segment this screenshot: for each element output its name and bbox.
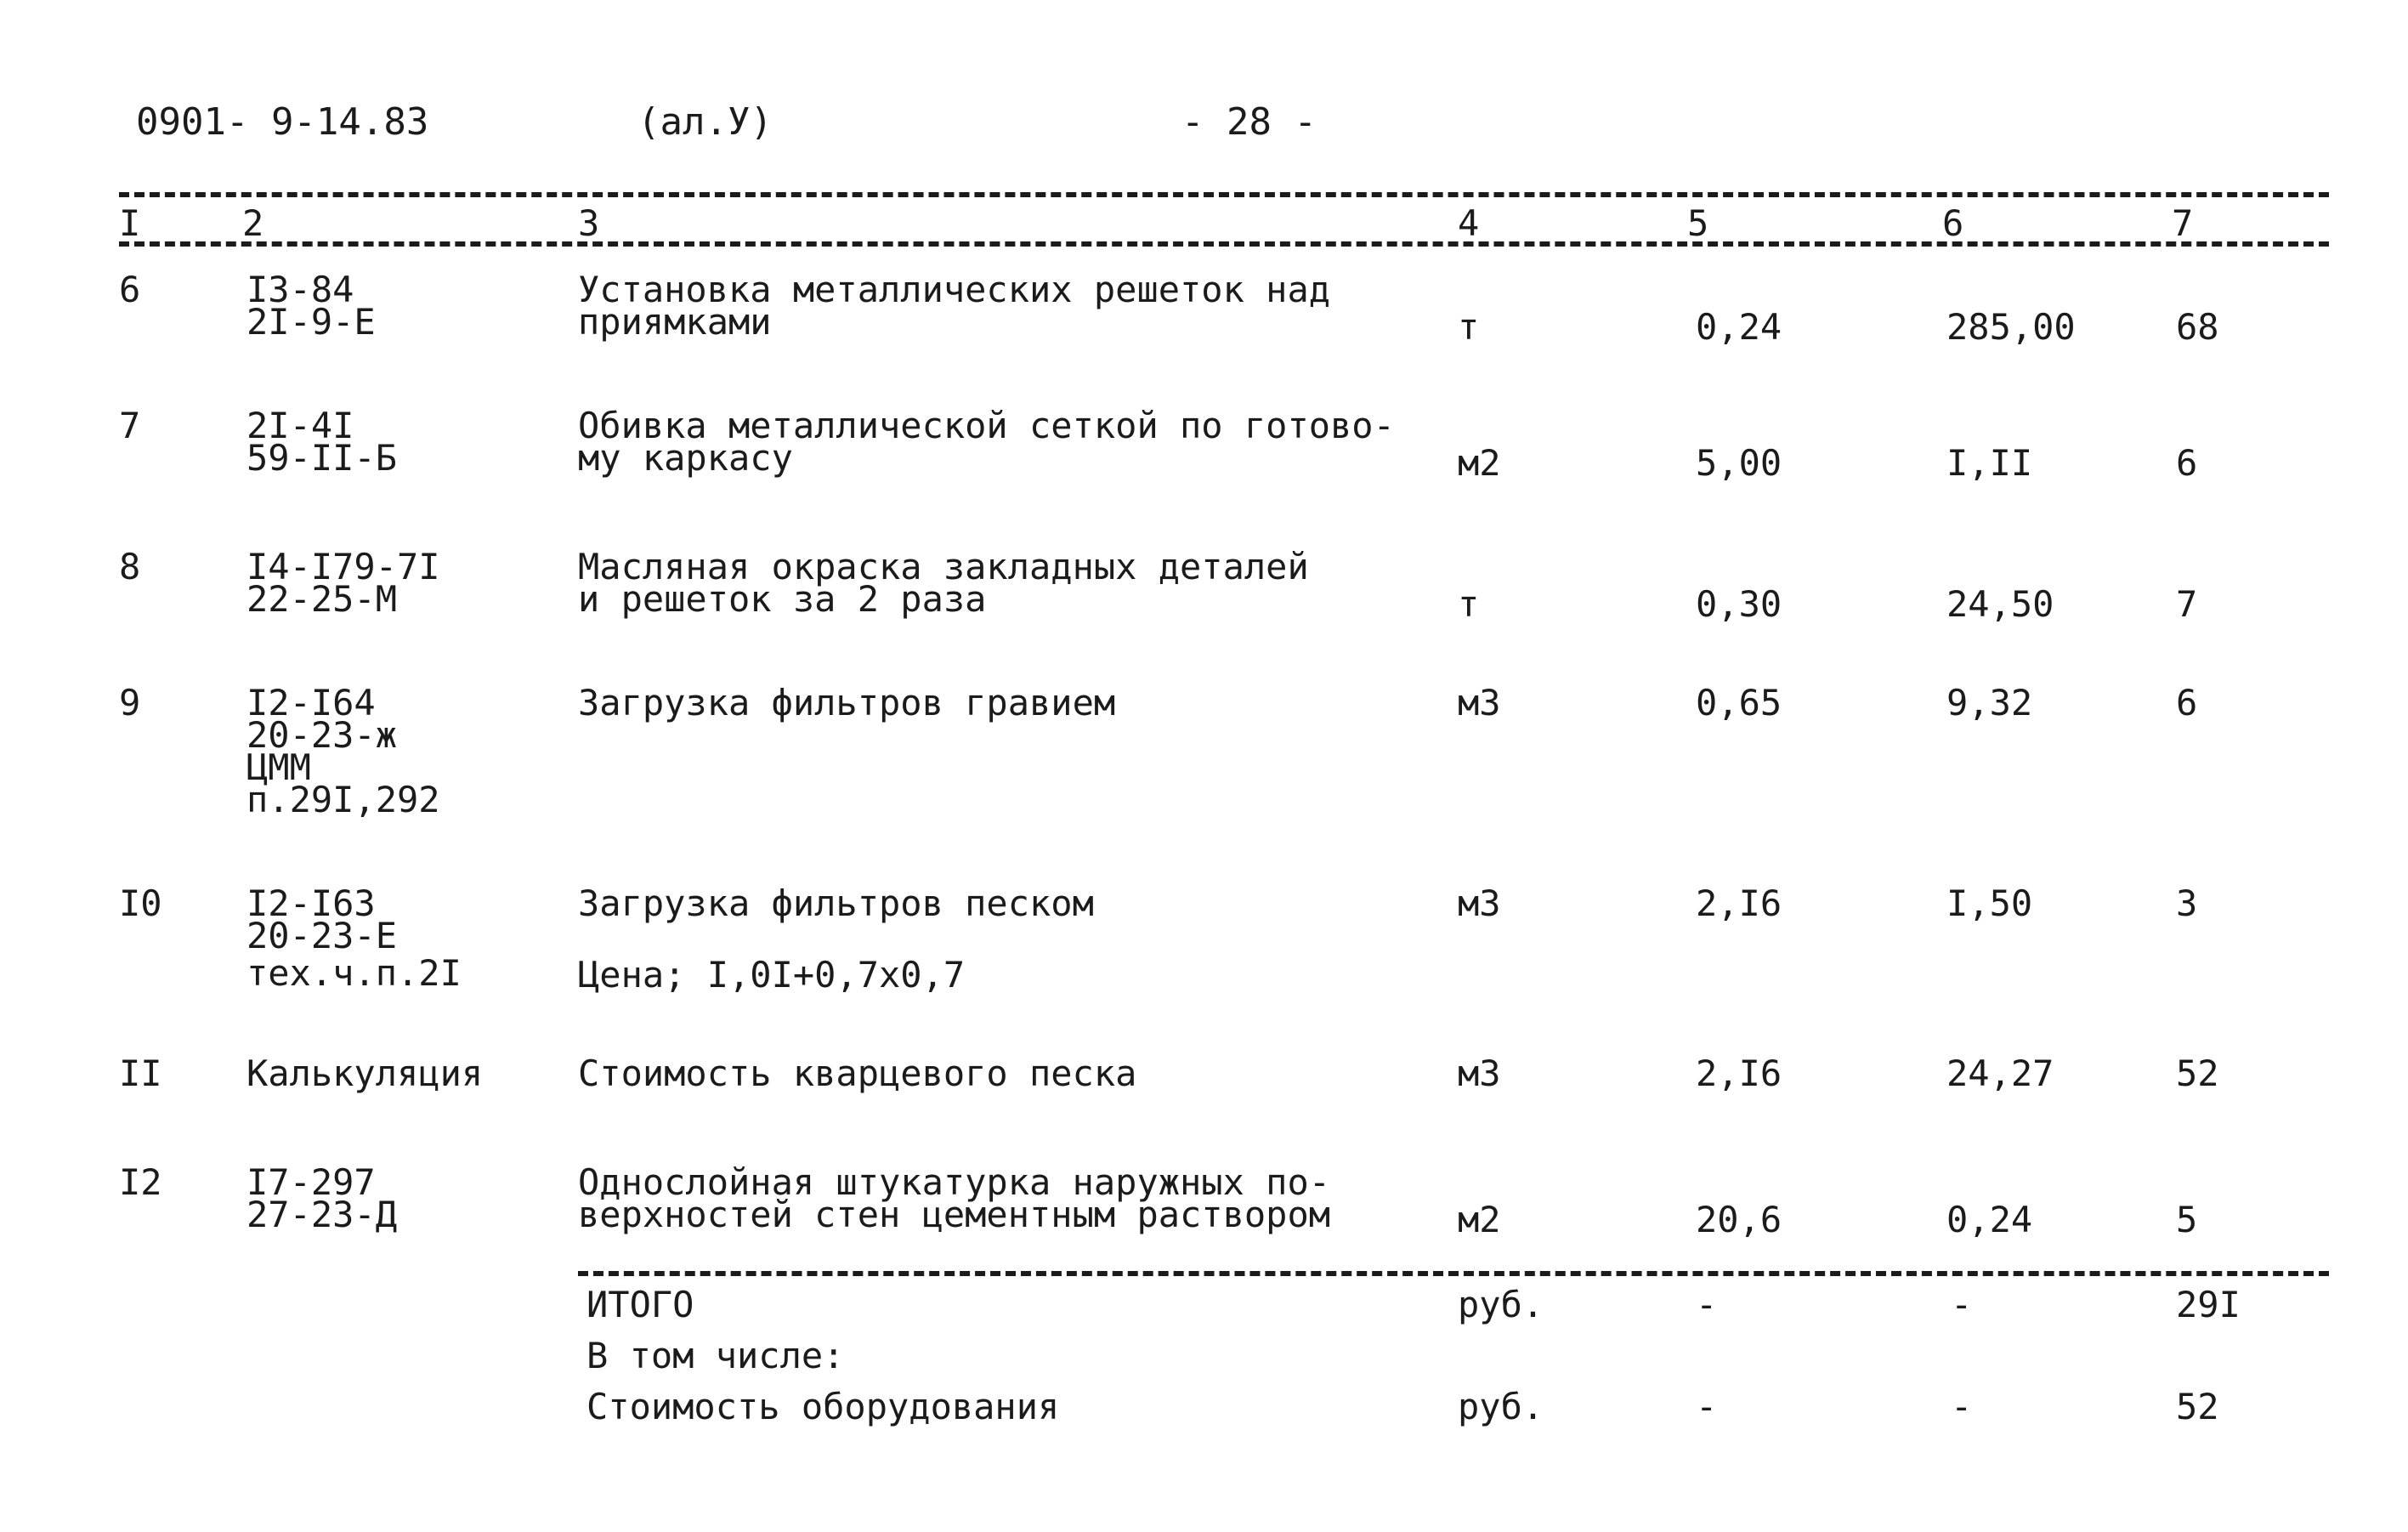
quantity-cell: 0,65	[1696, 682, 1782, 723]
table-top-rule	[119, 192, 2329, 197]
row-number: 8	[119, 546, 141, 587]
column-header-1: I	[119, 202, 141, 244]
norm-code-line: I2-I63	[246, 882, 376, 924]
total-value: 29I	[2176, 1284, 2241, 1325]
total-cell: 7	[2176, 583, 2198, 625]
album-label: (ал.У)	[637, 100, 773, 144]
norm-code	[246, 405, 398, 479]
column-header-2: 2	[242, 202, 264, 244]
quantity-cell: 2,I6	[1696, 882, 1782, 924]
description-line: Загрузка фильтров гравием	[578, 682, 1116, 723]
norm-code-line: 27-23-Д	[246, 1194, 398, 1235]
page-number: - 28 -	[1181, 100, 1317, 144]
equipment-quantity: -	[1696, 1386, 1718, 1427]
column-header-5: 5	[1687, 202, 1709, 244]
unit-cell: м3	[1458, 682, 1501, 723]
column-header-6: 6	[1942, 202, 1964, 244]
equipment-price: -	[1951, 1386, 1973, 1427]
description-line: Установка металлических решеток над	[578, 269, 1331, 310]
equipment-unit: руб.	[1458, 1386, 1544, 1427]
norm-code-line: п.29I,292	[246, 779, 440, 820]
row-number: I2	[119, 1161, 162, 1203]
quantity-cell: 0,30	[1696, 583, 1782, 625]
column-header-7: 7	[2172, 202, 2194, 244]
unit-price-cell: I,50	[1946, 882, 2033, 924]
equipment-cost-label: Стоимость оборудования	[586, 1386, 1060, 1427]
norm-code-line: I2-I64	[246, 682, 376, 723]
norm-code	[246, 1161, 398, 1235]
unit-price-cell: 0,24	[1946, 1199, 2033, 1240]
norm-code	[246, 546, 440, 620]
total-cell: 3	[2176, 882, 2198, 924]
equipment-value: 52	[2176, 1386, 2219, 1427]
norm-code-line: I7-297	[246, 1161, 376, 1203]
quantity-cell: 5,00	[1696, 442, 1782, 484]
row-number: I0	[119, 882, 162, 924]
norm-code-line: 22-25-M	[246, 578, 398, 620]
row-number: 7	[119, 405, 141, 446]
work-description	[578, 1161, 1331, 1235]
unit-cell: м2	[1458, 442, 1501, 484]
description-line: Обивка металлической сеткой по готово-	[578, 405, 1395, 446]
total-price: -	[1951, 1284, 1973, 1325]
unit-price-cell: 9,32	[1946, 682, 2033, 723]
work-description: Стоимость кварцевого песка	[578, 1053, 1137, 1094]
norm-code	[246, 269, 376, 343]
norm-code-line: 2I-4I	[246, 405, 354, 446]
total-cell: 52	[2176, 1053, 2219, 1094]
price-note: Цена; I,0I+0,7x0,7	[578, 954, 966, 996]
document-code: 0901- 9-14.83	[136, 100, 429, 144]
total-cell: 6	[2176, 442, 2198, 484]
row-number: 6	[119, 269, 141, 310]
work-description: Загрузка фильтров песком	[578, 882, 1094, 924]
row-number: II	[119, 1053, 162, 1094]
norm-code-line: тех.ч.п.2I	[246, 952, 462, 994]
unit-cell: м3	[1458, 882, 1501, 924]
description-line: верхностей стен цементным раствором	[578, 1194, 1331, 1235]
quantity-cell: 0,24	[1696, 306, 1782, 348]
total-unit: руб.	[1458, 1284, 1544, 1325]
summary-rule	[578, 1271, 2329, 1276]
norm-code	[246, 882, 462, 994]
column-header-rule	[119, 241, 2329, 247]
unit-cell: т	[1458, 583, 1480, 625]
unit-price-cell: I,II	[1946, 442, 2033, 484]
norm-code-line: 2I-9-E	[246, 301, 376, 343]
total-cell: 6	[2176, 682, 2198, 723]
norm-code-line: 20-23-ж	[246, 714, 398, 756]
description-line: приямками	[578, 301, 772, 343]
unit-cell: м3	[1458, 1053, 1501, 1094]
norm-code	[246, 682, 440, 820]
description-line: Однослойная штукатурка наружных по-	[578, 1161, 1331, 1203]
column-header-3: 3	[578, 202, 600, 244]
norm-code-line: 20-23-Е	[246, 915, 398, 956]
description-line: и решеток за 2 раза	[578, 578, 987, 620]
norm-code-line: I3-84	[246, 269, 354, 310]
quantity-cell: 20,6	[1696, 1199, 1782, 1240]
quantity-cell: 2,I6	[1696, 1053, 1782, 1094]
total-cell: 68	[2176, 306, 2219, 348]
norm-code-line: I4-I79-7I	[246, 546, 440, 587]
row-number: 9	[119, 682, 141, 723]
work-description	[578, 405, 1395, 479]
unit-price-cell: 24,27	[1946, 1053, 2054, 1094]
unit-cell: т	[1458, 306, 1480, 348]
including-label: В том числе:	[586, 1335, 845, 1376]
total-label: ИТОГО	[586, 1284, 694, 1325]
work-description	[578, 682, 1116, 723]
description-line: Масляная окраска закладных деталей	[578, 546, 1309, 587]
work-description	[578, 269, 1331, 343]
norm-code-line: 59-II-Б	[246, 437, 398, 479]
description-line: му каркасу	[578, 437, 793, 479]
unit-cell: м2	[1458, 1199, 1501, 1240]
norm-code-line: ЦММ	[246, 746, 311, 788]
column-header-4: 4	[1458, 202, 1480, 244]
unit-price-cell: 285,00	[1946, 306, 2076, 348]
unit-price-cell: 24,50	[1946, 583, 2054, 625]
total-cell: 5	[2176, 1199, 2198, 1240]
total-quantity: -	[1696, 1284, 1718, 1325]
work-description	[578, 546, 1309, 620]
norm-code: Калькуляция	[246, 1053, 484, 1094]
